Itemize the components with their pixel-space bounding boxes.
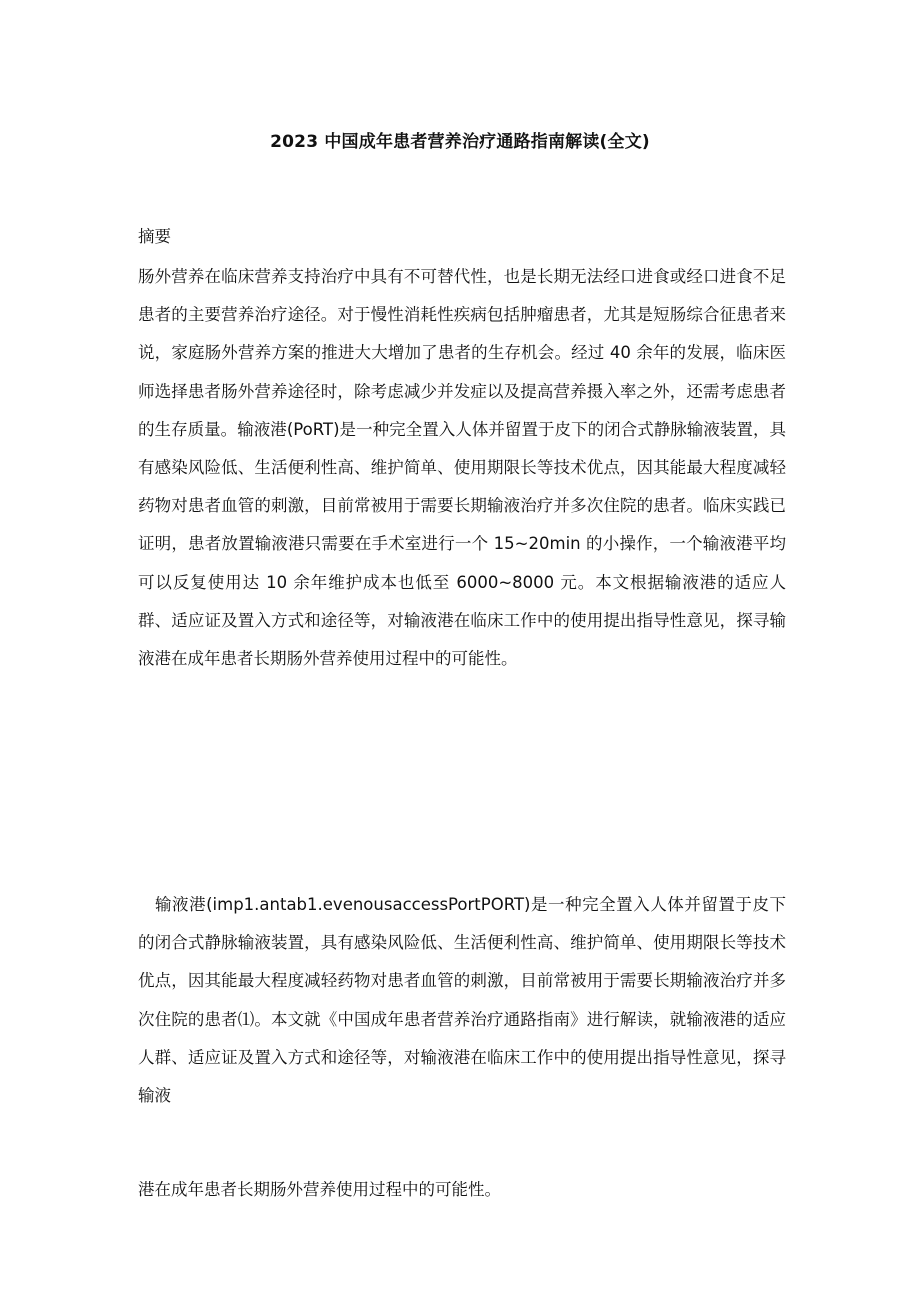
document-title: 2023 中国成年患者营养治疗通路指南解读(全文) (270, 132, 650, 152)
abstract-heading: 摘要 (138, 227, 171, 246)
abstract-paragraph: 肠外营养在临床营养支持治疗中具有不可替代性，也是长期无法经口进食或经口进食不足患者的主要营养治疗途径。对于慢性消耗性疾病包括肿瘤患者，尤其是短肠综合征患者来说，家庭肠外营养方案的推进大大增加了患者的生存机会。经过 40 余年的发展，临床医师选择患者肠外营养途径时，除考虑减少并发症以及提高营养摄入率之外，还需考虑患者的生存质量。输液港(PoRT)是一种完全置入人体并留置于皮下的闭合式静脉输液装置，具有感染风险低、生活便利性高、维护简单、使用期限长等技术优点，因其能最大程度减轻药物对患者血管的刺激，目前常被用于需要长期输液治疗并多次住院的患者。临床实践已证明，患者放置输液港只需要在手术室进行一个 15~20min 的小操作，一个输液港平均可以反复使用达 10 余年维护成本也低至 6000~8000 元。本文根据输液港的适应人群、适应证及置入方式和途径等，对输液港在临床工作中的使用提出指导性意见，探寻输液港在成年患者长期肠外营养使用过程中的可能性。 (138, 267, 786, 669)
body-paragraph-continuation: 港在成年患者长期肠外营养使用过程中的可能性。 (138, 1180, 501, 1199)
body-paragraph: 输液港(imp1.antab1.evenousaccessPortPORT)是一种完全置入人体并留置于皮下的闭合式静脉输液装置，具有感染风险低、生活便利性高、维护简单、使用期限长等技术优点，因其能最大程度减轻药物对患者血管的刺激，目前常被用于需要长期输液治疗并多次住院的患者⑴。本文就《中国成年患者营养治疗通路指南》进行解读，就输液港的适应人群、适应证及置入方式和途径等，对输液港在临床工作中的使用提出指导性意见，探寻输液 (138, 895, 786, 1106)
